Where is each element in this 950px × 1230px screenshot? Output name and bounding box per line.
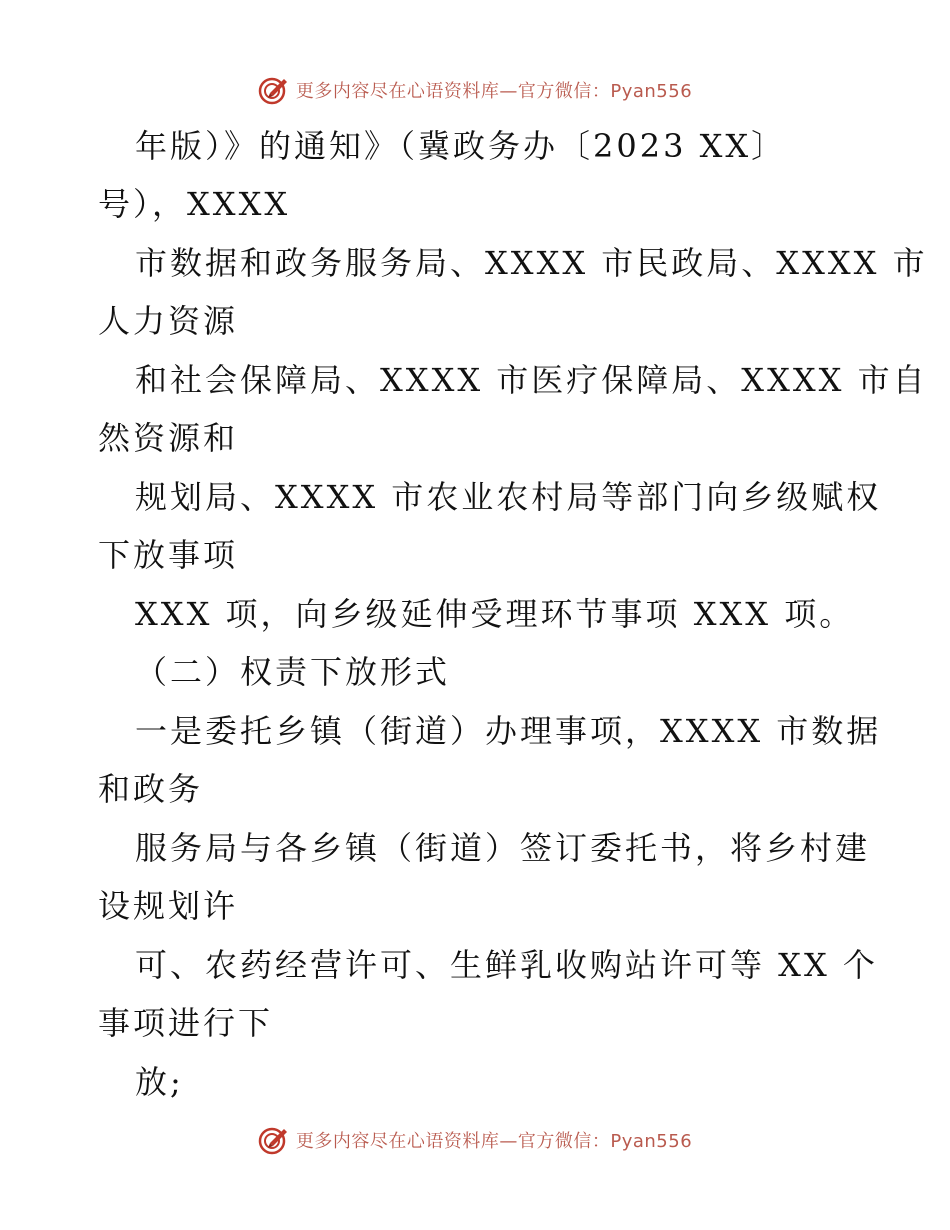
text-line: 然资源和 <box>98 419 239 457</box>
text-line: 号），XXXX <box>98 185 291 223</box>
text-line: 人力资源 <box>98 302 239 340</box>
text-line: 市数据和政务服务局、XXXX 市民政局、XXXX 市 <box>135 244 928 282</box>
text-line: 规划局、XXXX 市农业农村局等部门向乡级赋权 <box>135 478 882 516</box>
text-line: 可、农药经营许可、生鲜乳收购站许可等 XX 个 <box>135 946 878 984</box>
text-line: 年版）》的通知》（冀政务办〔2023 XX〕 <box>135 127 787 165</box>
text-line: 放; <box>135 1063 184 1101</box>
text-line: XXX 项，向乡级延伸受理环节事项 XXX 项。 <box>135 595 855 633</box>
text-line: 和社会保障局、XXXX 市医疗保障局、XXXX 市自 <box>135 361 928 399</box>
section-heading: （二）权责下放形式 <box>135 653 451 691</box>
footer-watermark-banner <box>0 1120 950 1160</box>
text-line: 下放事项 <box>98 536 239 574</box>
text-line: 事项进行下 <box>98 1004 274 1042</box>
text-line: 和政务 <box>98 770 204 808</box>
watermark-text: 更多内容尽在心语资料库—官方微信：Pyan556 <box>295 1131 693 1152</box>
pen-logo-icon <box>258 74 290 106</box>
text-line: 服务局与各乡镇（街道）签订委托书，将乡村建 <box>135 829 871 867</box>
pen-logo-icon <box>258 1124 290 1156</box>
header-watermark-banner <box>0 70 950 110</box>
text-line: 设规划许 <box>98 887 239 925</box>
watermark-text: 更多内容尽在心语资料库—官方微信：Pyan556 <box>295 81 693 102</box>
text-line: 一是委托乡镇（街道）办理事项，XXXX 市数据 <box>135 712 882 750</box>
